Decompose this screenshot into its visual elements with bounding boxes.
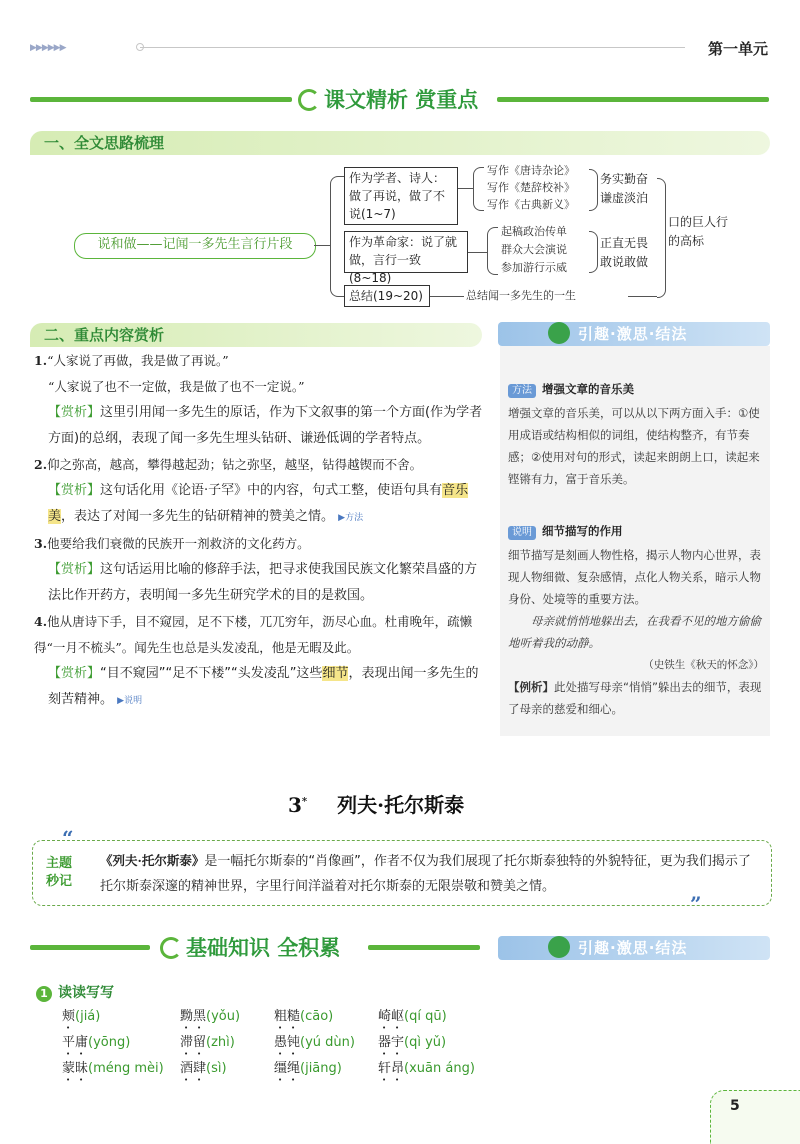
side-panel-header: [498, 322, 770, 346]
vocab-word: [180, 1056, 227, 1084]
item-text: ，表达了对闻一多先生的钻研精神的赞美之情。: [61, 509, 335, 524]
outline-conclusion-1: 务实勤奋谦虚淡泊: [600, 172, 649, 205]
theme-title: 《列夫·托尔斯泰》: [100, 853, 205, 868]
appreciation-tag: 【赏析】: [48, 562, 101, 577]
method-title: 增强文章的音乐美: [542, 382, 634, 396]
section2-rule-right: [368, 945, 480, 950]
section2-title: 基础知识 全积累: [160, 932, 340, 962]
item-quote: “人家说了再做，我是做了再说。”: [47, 353, 229, 368]
vocab-word: [62, 1056, 164, 1084]
vocab-word: [274, 1030, 355, 1058]
vocab-hanzi: 酒肆: [180, 1061, 207, 1076]
outline-branch-scholar: 作为学者、诗人：做了再说，做了不说(1~7): [344, 167, 458, 225]
outline-branch-summary: 总结(19~20): [344, 285, 430, 307]
outline-branch-revolutionary: 作为革命家：说了就做，言行一致(8~18): [344, 231, 468, 273]
vocab-word: [180, 1004, 240, 1032]
outline-brace-1: [473, 167, 484, 211]
student-icon: [548, 322, 570, 344]
header-arrows: ▶▶▶▶▶▶: [30, 43, 66, 53]
item-text: 这里引用闻一多先生的原话，作为下文叙事的第一个方面(作为学者方面)的总纲，表现了闻一多先生埋头钻研、谦逊低调的学者特点。: [48, 405, 483, 446]
section2-panel-header: [498, 936, 770, 960]
outline-line-1: [458, 188, 473, 189]
vocab-pinyin: (cāo): [300, 1009, 334, 1024]
outline-connector: [314, 245, 330, 246]
vocab-word: [378, 1056, 475, 1084]
explain-note-link[interactable]: ▶说明: [117, 696, 143, 706]
outline-brace-1r: [589, 169, 598, 211]
explain-title: 细节描写的作用: [542, 524, 623, 538]
vocab-word: [378, 1030, 446, 1058]
vocab-hanzi: 缰绳: [274, 1061, 301, 1076]
theme-label: [46, 855, 72, 891]
outline-item: 起稿政治传单: [501, 225, 567, 238]
vocab-pinyin: (qì yǔ): [404, 1035, 447, 1050]
vocab-pinyin: (jiāng): [300, 1061, 342, 1076]
lesson-name: 列夫·托尔斯泰: [337, 793, 465, 817]
swirl-icon: [298, 89, 320, 111]
header-rule: [140, 47, 685, 48]
explain-card: [508, 520, 764, 720]
explain-badge: 说明: [508, 526, 536, 540]
vocab-word: [274, 1004, 333, 1032]
vocab-word: [274, 1056, 342, 1084]
example-tag: 【例析】: [508, 680, 554, 694]
outline-brace-2r: [589, 231, 598, 273]
outline-line-3: [430, 296, 464, 297]
theme-label-line2: 秒记: [46, 874, 73, 889]
analysis-heading: 二、重点内容赏析: [30, 323, 482, 347]
appreciation-tag: 【赏析】: [48, 483, 101, 498]
item-text: ，表现出闻一多先生的刻苦精神。: [48, 666, 479, 707]
outline-item: 写作《古典新义》: [487, 198, 575, 211]
outline-brace-main: [330, 176, 345, 297]
outline-summary-desc: 总结闻一多先生的一生: [466, 289, 576, 302]
page-number: 5: [730, 1098, 740, 1114]
vocab-hanzi: 粗糙: [274, 1009, 301, 1024]
vocab-pinyin: (yú dùn): [300, 1035, 355, 1050]
outline-item: 群众大会演说: [501, 243, 567, 256]
vocab-hanzi: 蒙昧: [62, 1061, 89, 1076]
item-quote: 他从唐诗下手，目不窥园，足不下楼，兀兀穷年，沥尽心血。杜甫晚年，疏懒得“一月不梳头”。闻先生也总是头发凌乱，他是无暇及此。: [34, 614, 473, 655]
analysis-item-3: [34, 531, 484, 609]
vocab-hanzi: 器宇: [378, 1035, 405, 1050]
swirl-icon: [160, 937, 182, 959]
explain-source: （史铁生《秋天的怀念》）: [643, 659, 764, 671]
vocab-hanzi: 轩昂: [378, 1061, 405, 1076]
item-num: 4.: [34, 614, 48, 629]
explain-text: 细节描写是刻画人物性格，揭示人物内心世界，表现人物细微、复杂感情，点化人物关系，暗示人物身份、处境等的重要方法。: [508, 548, 761, 606]
vocab-pinyin: (méng mèi): [88, 1061, 164, 1076]
item-text: 这句话化用《论语·子罕》中的内容，句式工整，使语句具有: [100, 483, 443, 498]
item-quote: 仰之弥高，越高，攀得越起劲；钻之弥坚，越坚，钻得越锲而不舍。: [47, 457, 423, 472]
section-rule-right: [497, 97, 769, 102]
side-panel-title: 引趣·激思·结法: [578, 325, 688, 343]
analysis-item-4: [34, 609, 484, 714]
vocab-pinyin: (xuān áng): [404, 1061, 475, 1076]
vocab-hanzi: 颊: [62, 1009, 76, 1024]
close-quote-icon: ”: [690, 892, 702, 916]
outline-item: 写作《楚辞校补》: [487, 181, 575, 194]
vocab-word: [62, 1004, 100, 1032]
vocab-heading: [36, 982, 114, 1002]
analysis-item-2: [34, 452, 484, 531]
outline-conclusion-2: 正直无畏敢说敢做: [600, 236, 649, 269]
outline-item: 写作《唐诗杂论》: [487, 164, 575, 177]
student-icon: [548, 936, 570, 958]
outline-line-final: [628, 296, 657, 297]
section-rule-left: [30, 97, 292, 102]
vocab-pinyin: (qí qū): [404, 1009, 447, 1024]
method-note-link[interactable]: ▶方法: [338, 513, 364, 523]
vocab-pinyin: (zhì): [206, 1035, 235, 1050]
vocab-hanzi: 滞留: [180, 1035, 207, 1050]
page-corner: [710, 1090, 800, 1144]
section-title: 课文精析 赏重点: [298, 84, 478, 114]
vocab-word: [180, 1030, 235, 1058]
unit-label: 第一单元: [707, 40, 768, 58]
vocab-pinyin: (yǒu): [206, 1009, 241, 1024]
vocab-number-badge: 1: [36, 986, 52, 1002]
theme-text: [100, 848, 756, 899]
item-quote: 他要给我们衰微的民族开一剂救济的文化药方。: [47, 536, 310, 551]
highlight: 细节: [322, 666, 349, 681]
analysis-body: [34, 348, 484, 714]
example-text: 此处描写母亲“悄悄”躲出去的细节，表现了母亲的慈爱和细心。: [508, 680, 762, 716]
highlight: 音乐美: [48, 483, 469, 524]
appreciation-tag: 【赏析】: [48, 405, 101, 420]
vocab-hanzi: 崎岖: [378, 1009, 405, 1024]
outline-line-2: [468, 252, 487, 253]
open-quote-icon: “: [62, 826, 74, 850]
vocab-hanzi: 平庸: [62, 1035, 89, 1050]
vocab-word: [62, 1030, 130, 1058]
item-num: 2.: [34, 457, 48, 472]
outline-final: 口的巨人行的高标: [668, 215, 729, 248]
lesson-number: 3: [288, 793, 302, 817]
method-text: 增强文章的音乐美，可以从以下两方面入手：①使用成语或结构相似的词组，使结构整齐，有节奏感；②使用对句的形式，读起来朗朗上口，读起来铿锵有力，富于音乐美。: [508, 406, 760, 486]
outline-brace-2: [487, 227, 498, 275]
item-text: “目不窥园”“足不下楼”“头发凌乱”这些: [100, 666, 323, 681]
outline-item: 参加游行示威: [501, 261, 567, 274]
vocab-word: [378, 1004, 447, 1032]
lesson-star: *: [301, 796, 308, 808]
outline-heading: 一、全文思路梳理: [30, 131, 770, 155]
method-card: [508, 378, 764, 490]
vocab-pinyin: (sì): [206, 1061, 227, 1076]
method-badge: 方法: [508, 384, 536, 398]
outline-brace-final: [657, 178, 666, 298]
lesson-title: [288, 789, 464, 818]
vocab-title: 读读写写: [58, 985, 114, 1001]
vocab-pinyin: (yōng): [88, 1035, 131, 1050]
theme-summary: 是一幅托尔斯泰的“肖像画”，作者不仅为我们展现了托尔斯泰独特的外貌特征，更为我们揭示了托尔斯泰深邃的精神世界，字里行间洋溢着对托尔斯泰的无限崇敬和赞美之情。: [100, 854, 751, 894]
explain-quote: 母亲就悄悄地躲出去，在我看不见的地方偷偷地听着我的动静。: [508, 614, 761, 650]
item-text: 这句话运用比喻的修辞手法，把寻求使我国民族文化繁荣昌盛的方法比作开药方，表明闻一多先生研究学术的目的是救国。: [48, 562, 478, 603]
item-num: 3.: [34, 536, 48, 551]
section2-rule-left: [30, 945, 150, 950]
theme-label-line1: 主题: [46, 856, 73, 871]
appreciation-tag: 【赏析】: [48, 666, 101, 681]
item-num: 1.: [34, 353, 48, 368]
vocab-hanzi: 愚钝: [274, 1035, 301, 1050]
vocab-pinyin: (jiá): [75, 1009, 101, 1024]
item-quote: “人家说了也不一定做，我是做了也不一定说。”: [48, 379, 305, 394]
outline-root: 说和做——记闻一多先生言行片段: [74, 233, 316, 259]
vocab-hanzi: 黝黑: [180, 1009, 207, 1024]
section2-panel-title: 引趣·激思·结法: [578, 939, 688, 957]
analysis-item-1: [34, 348, 484, 452]
